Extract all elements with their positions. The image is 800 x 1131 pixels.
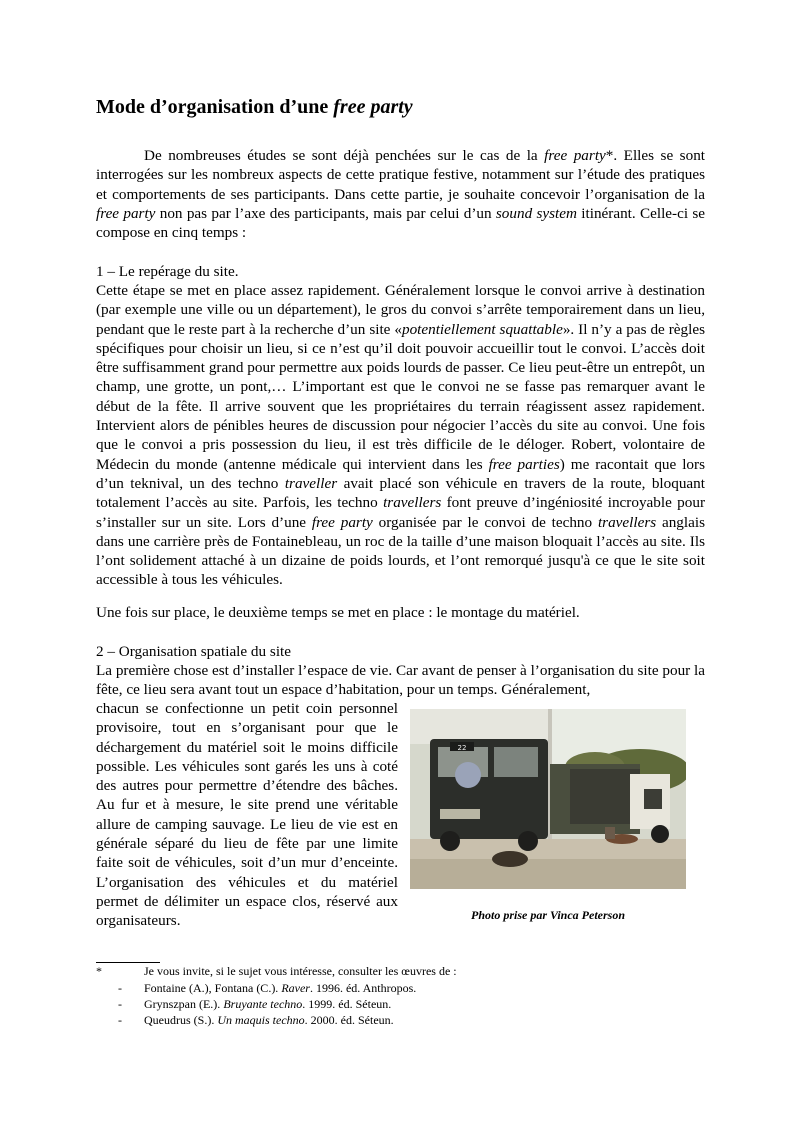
bus-camp-photo-illustration (410, 709, 686, 889)
italic-term: travellers (383, 494, 442, 512)
section-1-closing: Une fois sur place, le deuxième temps se met en place : le montage du matériel. (96, 604, 580, 621)
title-italic: free party (333, 96, 413, 118)
text-run: *. Elles se sont interrogées sur les nombreux aspects de cette pratique festive, notamment sur l’étude des pratiques et comportements de ses participants. Dans cette partie, je souhaite concevoir l’organisation de la (96, 147, 706, 203)
section-2-paragraph-full: La première chose est d’installer l’espace de vie. Car avant de penser à l’organisation du site pour la fête, ce lieu sera avant tout un espace d’habitation, pour un temps. Généralement, (96, 662, 705, 699)
italic-term: free parties (488, 455, 560, 473)
page-title (96, 96, 413, 119)
reference-title: Bruyante techno (223, 997, 303, 1011)
reference-authors: Fontaine (A.), Fontana (C.). (144, 981, 282, 995)
footnote-item (144, 996, 391, 1012)
reference-title: Raver (281, 981, 310, 995)
reference-details: . 1996. éd. Anthropos. (309, 981, 417, 995)
photo-caption: Photo prise par Vinca Peterson (470, 908, 625, 922)
text-run: anglais dans une carrière près de Fontainebleau, un roc de la taille d’une maison bloquait l’accès au site. Ils l’ont solidement attaché à un dizaine de poids lourds, et l’ont remorqué jusqu'à ce que le site soit accessible à tous les véhicules. (96, 513, 705, 589)
intro-paragraph (96, 146, 705, 242)
camp-photo (410, 709, 686, 889)
section-2-heading: 2 – Organisation spatiale du site (96, 643, 292, 660)
footnote-item-dash: - (118, 997, 122, 1011)
text-run: non pas par l’axe des participants, mais par celui d’un (155, 204, 496, 222)
section-2-paragraph-wrapped: chacun se confectionne un petit coin personnel provisoire, tout en s’organisant pour que le déchargement du matériel soit le moins difficile possible. Les véhicules sont garés les uns à coté des autres pour permettre d’étendre des bâches. Au fur et à mesure, le site prend une véritable allure de camping sauvage. Le lieu de vie est en générale séparé du lieu de fête par une limite faite soit de véhicules, soit d’un mur d’enceinte. L’organisation des véhicules et du matériel permet de délimiter un espace clos, réservé aux organisateurs. (96, 700, 398, 930)
italic-term: free party (311, 513, 373, 531)
footnote-intro: Je vous invite, si le sujet vous intéresse, consulter les œuvres de : (144, 964, 457, 978)
text-run: itinérant. Celle-ci se compose en cinq temps : (96, 204, 706, 242)
title-text: Mode d’organisation d’une (96, 96, 334, 118)
footnote-item (144, 1012, 394, 1028)
italic-term: potentiellement squattable (401, 320, 563, 338)
text-run: De nombreuses études se sont déjà penchées sur le cas de la (144, 147, 545, 164)
section-1-paragraph (96, 281, 705, 590)
italic-term: sound system (495, 204, 577, 222)
italic-term: free party (96, 204, 156, 222)
text-run: organisée par le convoi de techno (372, 513, 598, 531)
footnote-item-dash: - (118, 981, 122, 995)
footnote-item (144, 980, 416, 996)
italic-term: free party (544, 147, 606, 164)
italic-term: travellers (597, 513, 657, 531)
footnote-marker: * (96, 964, 102, 978)
reference-authors: Grynszpan (E.). (144, 997, 224, 1011)
text-run: Cette étape se met en place assez rapidement. Généralement lorsque le convoi arrive à destination (par exemple une ville ou un département), le gros du convoi s’arrête temporairement dans un lieu, pendant que le reste part à la recherche d’un site « (96, 282, 705, 338)
footnote-item-dash: - (118, 1013, 122, 1027)
text-run: font preuve d’ingéniosité incroyable pour s’installer sur un site. Lors d’une (96, 494, 706, 531)
reference-details: . 2000. éd. Séteun. (304, 1013, 394, 1027)
text-run: ». Il n’y a pas de règles spécifiques pour choisir un lieu, si ce n’est qu’il doit pouvoir accueillir tout le convoi. L’accès doit être suffisamment grand pour permettre aux poids lourds de passer. Ce lieu peut-être un entrepôt, un champ, une grotte, un pont,… L’important est que le convoi ne se fasse pas remarquer avant le début de la fête. Il arrive souvent que les propriétaires du terrain réagissent assez rapidement. Intervient alors de pénibles heures de discussion pour négocier l’accès du site au convoi. Une fois que le convoi a pris possession du lieu, il est très difficile de le déloger. Robert, volontaire de Médecin du monde (antenne médicale qui intervient dans les (96, 320, 706, 473)
italic-term: traveller (284, 474, 338, 492)
section-1-heading: 1 – Le repérage du site. (96, 263, 239, 280)
reference-details: . 1999. éd. Séteun. (302, 997, 392, 1011)
text-run: avait placé son véhicule en travers de la route, bloquant totalement l’accès au site. Parfois, les techno (96, 474, 705, 512)
text-run: ) me racontait que lors d’un teknival, un des techno (96, 455, 705, 492)
bus-number-sign: 22 (457, 744, 467, 752)
reference-authors: Queudrus (S.). (144, 1013, 218, 1027)
reference-title: Un maquis techno (217, 1013, 305, 1027)
